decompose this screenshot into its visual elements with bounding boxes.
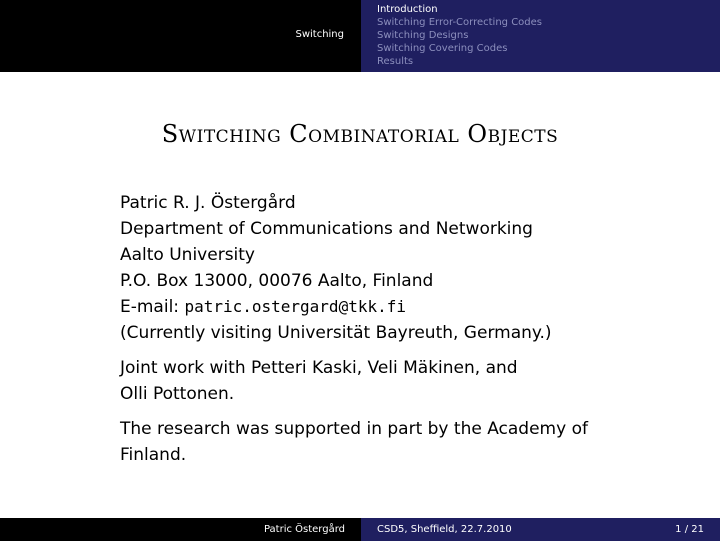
footer-author: Patric Östergård [263,524,345,535]
nav-item-introduction[interactable]: Introduction [377,4,438,15]
author-visiting: (Currently visiting Universität Bayreuth, Germany.) [120,323,552,343]
outline-panel [361,0,720,72]
nav-item-results[interactable]: Results [377,56,414,67]
nav-item-covering[interactable]: Switching Covering Codes [377,43,508,54]
slide-body [120,190,700,468]
nav-item-error-correcting[interactable]: Switching Error-Correcting Codes [377,17,542,28]
joint-work-line-1: Joint work with Petteri Kaski, Veli Mäkinen, and [120,358,518,378]
section-panel [0,0,361,72]
footer-bar [0,518,720,541]
email-label: E-mail: [120,297,180,317]
current-section[interactable]: Switching [295,29,344,40]
author-university: Aalto University [120,245,255,265]
joint-work-line-2: Olli Pottonen. [120,384,235,404]
email-address[interactable]: patric.ostergard@tkk.fi [184,297,406,316]
nav-item-designs[interactable]: Switching Designs [377,30,469,41]
footer-author-panel [0,518,361,541]
author-name: Patric R. J. Östergård [120,193,296,213]
footer-info-panel [361,518,720,541]
slide-title: Switching Combinatorial Objects [161,120,559,148]
author-department: Department of Communications and Networking [120,219,533,239]
support-line-2: Finland. [120,445,187,465]
header-bar [0,0,720,72]
outline-nav [377,3,542,68]
page-counter: 1 / 21 [675,524,704,535]
author-email-line [120,294,700,320]
footer-conference: CSD5, Sheffield, 22.7.2010 [377,524,512,535]
author-address: P.O. Box 13000, 00076 Aalto, Finland [120,271,434,291]
support-line-1: The research was supported in part by the Academy of [120,419,588,439]
